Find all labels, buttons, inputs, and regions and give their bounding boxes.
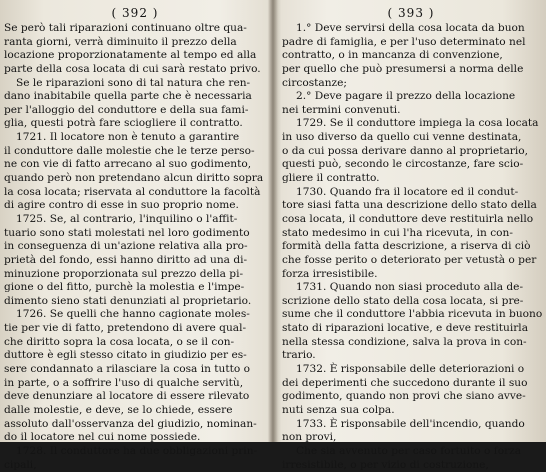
text-line: quando però non pretendano alcun diritto sopra (4, 172, 266, 186)
text-line: do il locatore nel cui nome possiede. (4, 431, 266, 445)
text-line: sume che il conduttore l'abbia ricevuta in buono (282, 308, 540, 322)
text-line: 1733. È risponsabile dell'incendio, quando (282, 418, 540, 432)
text-line: tore siasi fatta una descrizione dello stato della (282, 199, 540, 213)
text-line: deve denunziare al locatore di essere rilevato (4, 390, 266, 404)
text-line: ranta giorni, verrà diminuito il prezzo della (4, 36, 266, 50)
text-line: stato medesimo in cui l'ha ricevuta, in con- (282, 227, 540, 241)
text-line: 1732. È risponsabile delle deteriorazioni o (282, 363, 540, 377)
text-line: per l'alloggio del conduttore e della sua fami- (4, 104, 266, 118)
text-line: dimento sieno stati denunziati al proprietario. (4, 295, 266, 309)
right-page-text (282, 22, 540, 472)
text-line: glia, questi potrà fare sciogliere il contratto. (4, 117, 266, 131)
text-line: formità della fatta descrizione, a riserva di ciò (282, 240, 540, 254)
text-line: contratto, o in mancanza di convenzione, (282, 49, 540, 63)
text-line: questi può, secondo le circostanze, fare scio- (282, 158, 540, 172)
text-line: stato di riparazioni locative, e deve restituirla (282, 322, 540, 336)
text-line: per quello che può presumersi a norma delle (282, 63, 540, 77)
text-line: assoluto dall'osservanza del giudizio, nominan- (4, 418, 266, 432)
text-line: in uso diverso da quello cui venne destinata, (282, 131, 540, 145)
text-line: 1728. Il conduttore ha due obbligazioni prin- (4, 445, 266, 459)
text-line: gliere il contratto. (282, 172, 540, 186)
text-line: parte della cosa locata di cui sarà restato privo. (4, 63, 266, 77)
text-line: trario. (282, 349, 540, 363)
text-line: gione o del fitto, purchè la molestia e l'impe- (4, 281, 266, 295)
text-line: 1731. Quando non siasi proceduto alla de- (282, 281, 540, 295)
text-line: che diritto sopra la cosa locata, o se il con- (4, 336, 266, 350)
text-line: 1729. Se il conduttore impiega la cosa locata (282, 117, 540, 131)
text-line: Che sia avvenuto per caso fortuito o forza (282, 445, 540, 459)
text-line: 2.° Deve pagare il prezzo della locazione (282, 90, 540, 104)
left-page-number: ( 392 ) (4, 6, 266, 21)
left-page (4, 6, 266, 442)
text-line: Se le riparazioni sono di tal natura che ren- (4, 77, 266, 91)
text-line: locazione proporzionatamente al tempo ed alla (4, 49, 266, 63)
text-line: che fosse perito o deteriorato per vetustà o per (282, 254, 540, 268)
text-line: ne con vie di fatto arrecano al suo godimento, (4, 158, 266, 172)
text-line: il conduttore dalle molestie che le terze perso- (4, 145, 266, 159)
text-line: non provi, (282, 431, 540, 445)
text-line: cosa locata, il conduttore deve restituirla nello (282, 213, 540, 227)
text-line: sere condannato a rilasciare la cosa in tutto o (4, 363, 266, 377)
text-line: 1725. Se, al contrario, l'inquilino o l'affit- (4, 213, 266, 227)
text-line: nuti senza sua colpa. (282, 404, 540, 418)
text-line: nei termini convenuti. (282, 104, 540, 118)
text-line: 1.° Deve servirsi della cosa locata da buon (282, 22, 540, 36)
text-line: la cosa locata; riservata al conduttore la facoltà (4, 186, 266, 200)
text-line: padre di famiglia, e per l'uso determinato nel (282, 36, 540, 50)
right-page-number: ( 393 ) (282, 6, 540, 21)
text-line: prietà del fondo, essi hanno diritto ad una di- (4, 254, 266, 268)
text-line: 1721. Il locatore non è tenuto a garantire (4, 131, 266, 145)
text-line: scrizione dello stato della cosa locata, si pre- (282, 295, 540, 309)
text-line: duttore è egli stesso citato in giudizio per es- (4, 349, 266, 363)
text-line: forza irresistibile. (282, 268, 540, 282)
text-line: dalle molestie, e deve, se lo chiede, essere (4, 404, 266, 418)
text-line: nella stessa condizione, salva la prova in con- (282, 336, 540, 350)
text-line: in conseguenza di un'azione relativa alla pro- (4, 240, 266, 254)
text-line: tuario sono stati molestati nel loro godimento (4, 227, 266, 241)
text-line: in parte, o a soffrire l'uso di qualche servitù, (4, 377, 266, 391)
text-line: 1726. Se quelli che hanno cagionate moles- (4, 308, 266, 322)
text-line: irresistibile, o per vizio di costruzione, (282, 459, 540, 472)
right-page (282, 6, 540, 442)
text-line: circostanze; (282, 77, 540, 91)
text-line: 1730. Quando fra il locatore ed il condut- (282, 186, 540, 200)
text-line: minuzione proporzionata sul prezzo della pi- (4, 268, 266, 282)
text-line: Se però tali riparazioni continuano oltre qua- (4, 22, 266, 36)
left-page-text (4, 22, 266, 472)
text-line: tie per vie di fatto, pretendono di avere qual- (4, 322, 266, 336)
text-line: godimento, quando non provi che siano avve- (282, 390, 540, 404)
book-gutter (268, 0, 278, 442)
text-line: dei deperimenti che succedono durante il suo (282, 377, 540, 391)
text-line: di agire contro di esse in suo proprio nome. (4, 199, 266, 213)
text-line: cipali, (4, 459, 266, 472)
text-line: dano inabitabile quella parte che è necessaria (4, 90, 266, 104)
text-line: o da cui possa derivare danno al proprietario, (282, 145, 540, 159)
